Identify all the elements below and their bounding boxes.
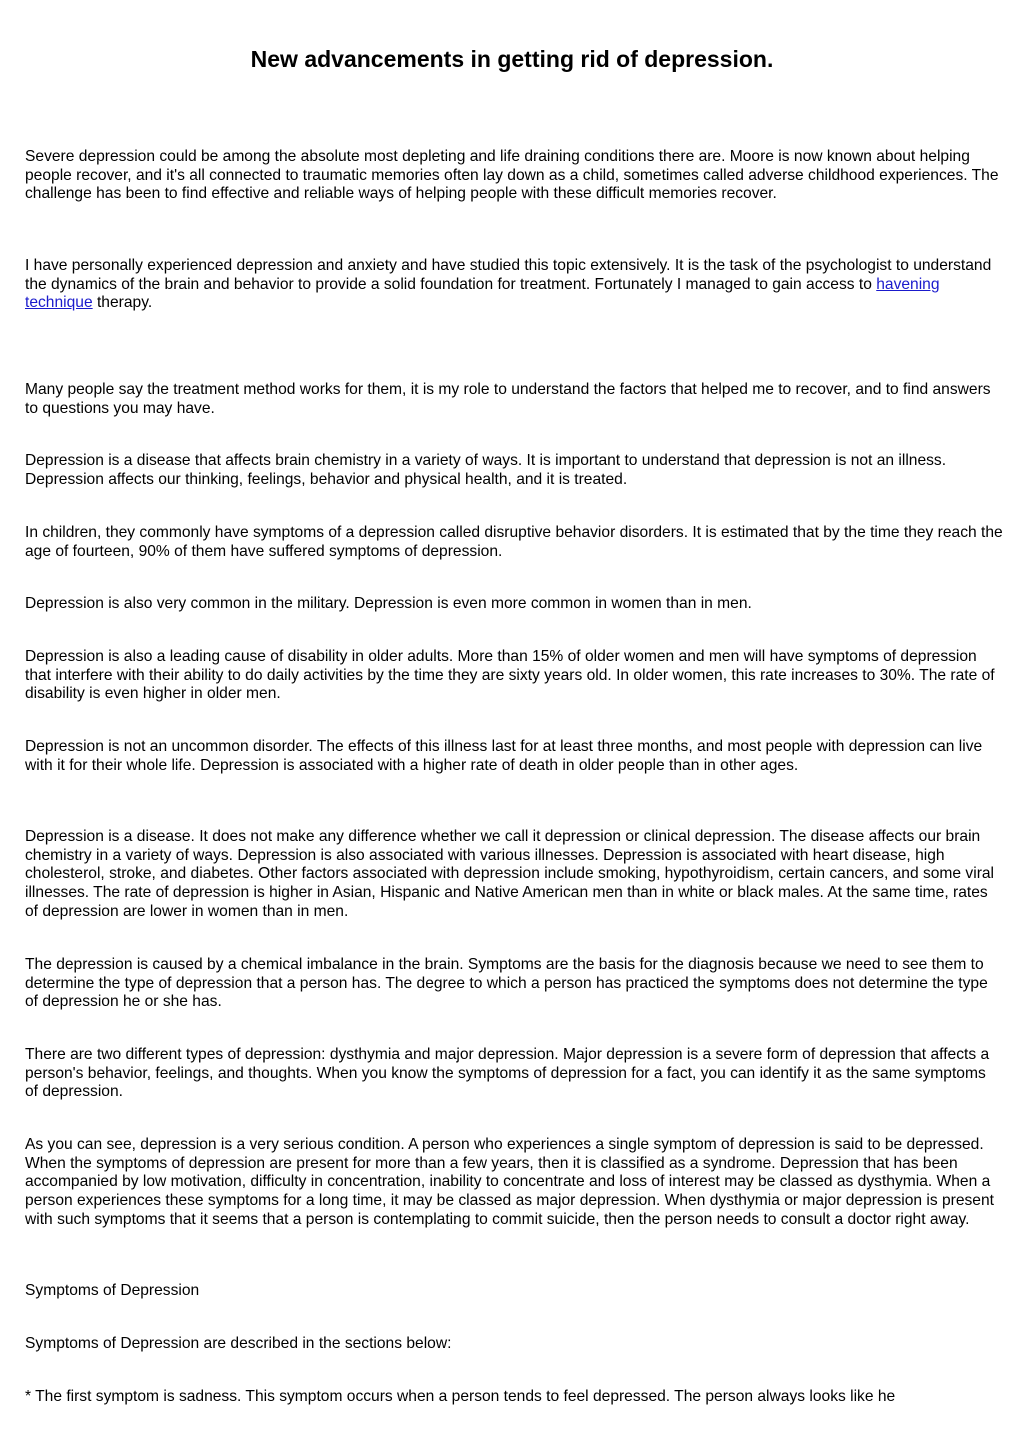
- paragraph-sadness: * The first symptom is sadness. This symptom occurs when a person tends to feel depressed. The person always looks like he: [25, 1388, 896, 1405]
- paragraph-disease: Depression is a disease. It does not make any difference whether we call it depression or clinical depression. The disease affects our brain chemistry in a variety of ways. Depression is also associated with various illnesses. Depression is associated with heart disease, high cholesterol, stroke, and diabetes. Other factors associated with depression include smoking, hypothyroidism, certain cancers, and some viral illnesses. The rate of depression is higher in Asian, Hispanic and Native American men than in white or black males. At the same time, rates of depression are lower in women than in men.: [25, 828, 995, 920]
- paragraph-intro: Severe depression could be among the absolute most depleting and life draining conditions there are. Moore is now known about helping people recover, and it's all connected to traumatic memories often lay down as a child, sometimes called adverse childhood experiences. The challenge has been to find effective and reliable ways of helping people with these difficult memories recover.: [25, 148, 999, 203]
- paragraph-personal-experience: [25, 257, 1003, 313]
- paragraph-chemical-imbalance: The depression is caused by a chemical imbalance in the brain. Symptoms are the basis for the diagnosis because we need to see them to determine the type of depression that a person has. The degree to which a person has practiced the symptoms does not determine the type of depression he or she has.: [25, 956, 988, 1011]
- paragraph-types: There are two different types of depression: dysthymia and major depression. Major depression is a severe form of depression that affects a person's behavior, feelings, and thoughts. When you know the symptoms of depression for a fact, you can identify it as the same symptoms of depression.: [25, 1046, 990, 1101]
- paragraph-treatment-method: Many people say the treatment method works for them, it is my role to understand the factors that helped me to recover, and to find answers to questions you may have.: [25, 381, 991, 417]
- paragraph-brain-chemistry: Depression is a disease that affects brain chemistry in a variety of ways. It is important to understand that depression is not an illness. Depression affects our thinking, feelings, behavior and physical health, and it is treated.: [25, 452, 947, 488]
- paragraph-symptoms-intro: Symptoms of Depression are described in the sections below:: [25, 1335, 452, 1352]
- paragraph-text: I have personally experienced depression and anxiety and have studied this topic extensively. It is the task of the psychologist to understand the dynamics of the brain and behavior to provide a solid foundation for treatment. Fortunately I managed to gain access to: [25, 257, 992, 293]
- paragraph-older-adults: Depression is also a leading cause of disability in older adults. More than 15% of older women and men will have symptoms of depression that interfere with their ability to do daily activities by the time they are sixty years old. In older women, this rate increases to 30%. The rate of disability is even higher in older men.: [25, 648, 995, 703]
- paragraph-uncommon-disorder: Depression is not an uncommon disorder. The effects of this illness last for at least three months, and most people with depression can live with it for their whole life. Depression is associated with a higher rate of death in older people than in other ages.: [25, 738, 983, 774]
- paragraph-children: In children, they commonly have symptoms of a depression called disruptive behavior disorders. It is estimated that by the time they reach the age of fourteen, 90% of them have suffered symptoms of depression.: [25, 524, 1003, 560]
- page-title: New advancements in getting rid of depression.: [250, 46, 774, 72]
- havening-technique-link[interactable]: havening technique: [25, 275, 940, 312]
- paragraph-military: Depression is also very common in the military. Depression is even more common in women than in men.: [25, 595, 752, 612]
- paragraph-serious-condition: As you can see, depression is a very serious condition. A person who experiences a single symptom of depression is said to be depressed. When the symptoms of depression are present for more than a few years, then it is classified as a syndrome. Depression that has been accompanied by low motivation, difficulty in concentration, inability to concentrate and loss of interest may be classed as dysthymia. When a person experiences these symptoms for a long time, it may be classed as major depression. When dysthymia or major depression is present with such symptoms that it seems that a person is contemplating to commit suicide, then the person needs to consult a doctor right away.: [25, 1136, 994, 1228]
- paragraph-text: therapy.: [92, 294, 153, 312]
- section-heading-symptoms: Symptoms of Depression: [25, 1282, 200, 1299]
